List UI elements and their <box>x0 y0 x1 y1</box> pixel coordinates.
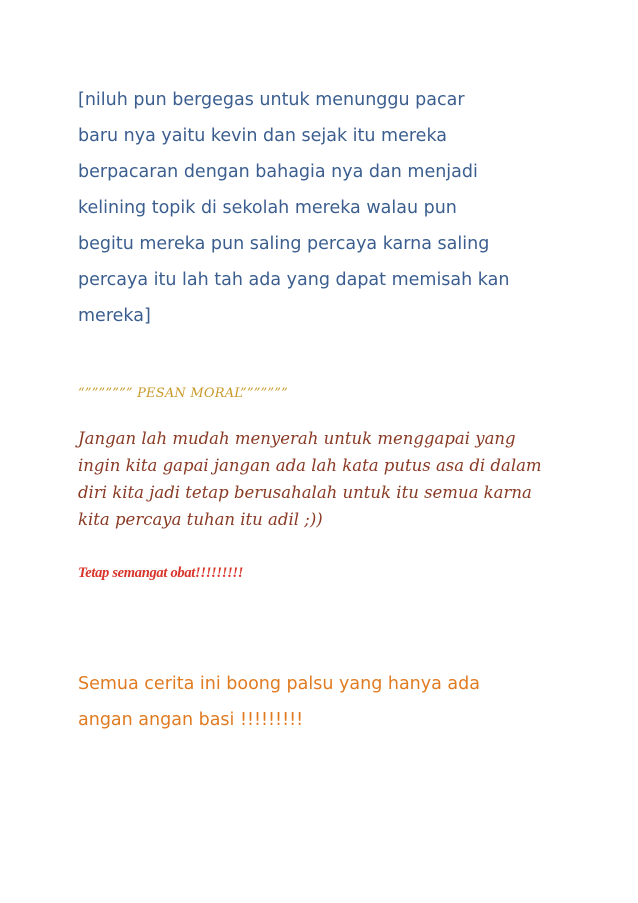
closing-paragraph <box>78 670 568 742</box>
story-line: [niluh pun bergegas untuk menunggu pacar <box>78 90 465 110</box>
story-line: begitu mereka pun saling percaya karna saling <box>78 234 490 254</box>
story-line: kelining topik di sekolah mereka walau pun <box>78 198 457 218</box>
moral-line: diri kita jadi tetap berusahalah untuk itu semua karna <box>78 483 532 502</box>
moral-line: kita percaya tuhan itu adil ;)) <box>78 510 323 529</box>
closing-cheer: Tetap semangat obat!!!!!!!!! <box>78 565 244 581</box>
story-line: berpacaran dengan bahagia nya dan menjadi <box>78 162 478 182</box>
moral-paragraph <box>78 428 568 536</box>
story-line: baru nya yaitu kevin dan sejak itu mereka <box>78 126 447 146</box>
moral-line: ingin kita gapai jangan ada lah kata putus asa di dalam <box>78 456 542 475</box>
story-paragraph <box>78 86 568 338</box>
story-line: mereka] <box>78 306 151 326</box>
moral-heading: “””””””” PESAN MORAL””””””” <box>78 386 288 401</box>
story-line: percaya itu lah tah ada yang dapat memisah kan <box>78 270 510 290</box>
moral-line: Jangan lah mudah menyerah untuk menggapai yang <box>78 429 516 448</box>
closing-line: Semua cerita ini boong palsu yang hanya ada <box>78 674 480 694</box>
closing-line: angan angan basi !!!!!!!!! <box>78 710 304 730</box>
